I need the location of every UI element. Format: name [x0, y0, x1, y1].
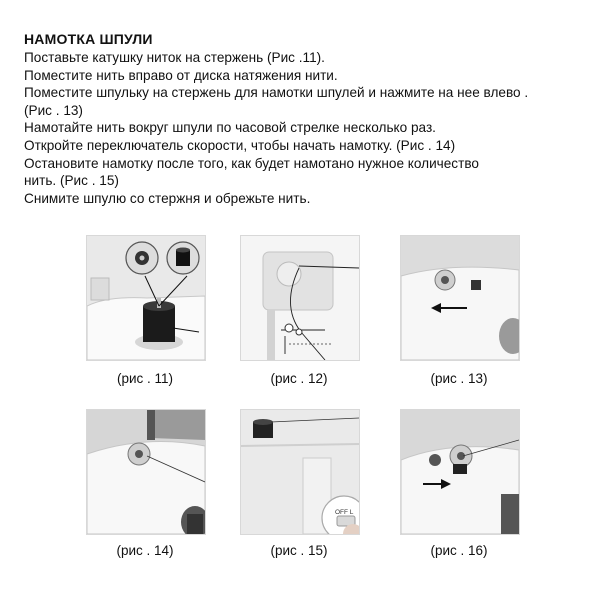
instruction-line: Поставьте катушку ниток на стержень (Рис .11). — [24, 50, 325, 65]
page-title: НАМОТКА ШПУЛИ — [24, 31, 153, 47]
figure-12-image — [240, 235, 360, 361]
figure-15-image — [240, 409, 360, 535]
figure-11-image — [86, 235, 206, 361]
switch-label: OFF L — [335, 509, 354, 516]
figure-13-caption: (рис . 13) — [430, 371, 488, 386]
figure-13-image — [400, 235, 520, 361]
figure-16-caption: (рис . 16) — [430, 543, 488, 558]
figure-15-caption: (рис . 15) — [270, 543, 328, 558]
instruction-line: (Рис . 13) — [24, 102, 83, 118]
instruction-line: Откройте переключатель скорости, чтобы начать намотку. (Рис . 14) — [24, 137, 456, 153]
instructions — [24, 49, 584, 207]
figure-14-caption: (рис . 14) — [116, 543, 174, 558]
figure-12-caption: (рис . 12) — [270, 371, 328, 386]
figure-14-image — [86, 409, 206, 535]
instruction-line: Поместите шпульку на стержень для намотки шпулей и нажмите на нее влево . — [24, 85, 529, 101]
instruction-line: Намотайте нить вокруг шпули по часовой стрелке несколько раз. — [24, 120, 436, 136]
instruction-line: Снимите шпулю со стержня и обрежьте нить. — [24, 190, 311, 206]
figure-16-image — [400, 409, 520, 535]
instruction-line: Остановите намотку после того, как будет намотано нужное количество — [24, 155, 479, 171]
figure-11-caption: (рис . 11) — [116, 371, 174, 386]
instruction-line: нить. (Рис . 15) — [24, 173, 119, 189]
instruction-line: Поместите нить вправо от диска натяжения нити. — [24, 67, 338, 83]
